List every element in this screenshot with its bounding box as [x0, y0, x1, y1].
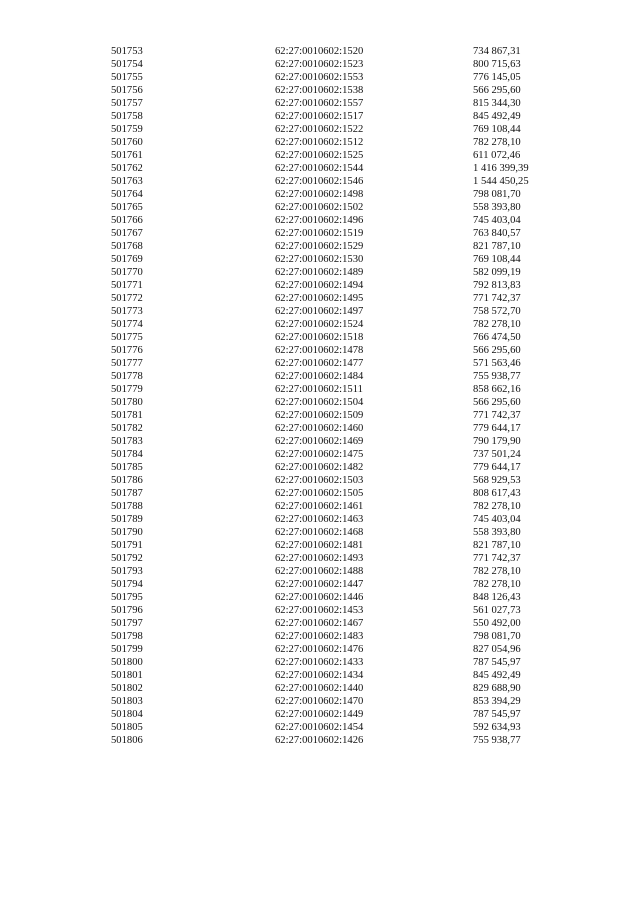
table-row — [111, 253, 571, 266]
row-number: 501804 — [111, 709, 143, 720]
cadastral-number: 62:27:0010602:1481 — [275, 540, 364, 551]
table-row — [111, 162, 571, 175]
table-row — [111, 669, 571, 682]
cadastral-value: 845 492,49 — [473, 670, 521, 681]
table-row — [111, 422, 571, 435]
row-number: 501788 — [111, 501, 143, 512]
cadastral-number: 62:27:0010602:1522 — [275, 124, 364, 135]
table-row — [111, 45, 571, 58]
cadastral-number: 62:27:0010602:1470 — [275, 696, 364, 707]
cadastral-number: 62:27:0010602:1502 — [275, 202, 364, 213]
cadastral-value: 566 295,60 — [473, 397, 521, 408]
row-number: 501766 — [111, 215, 143, 226]
table-row — [111, 734, 571, 747]
row-number: 501781 — [111, 410, 143, 421]
row-number: 501790 — [111, 527, 143, 538]
cadastral-value: 561 027,73 — [473, 605, 521, 616]
table-row — [111, 448, 571, 461]
table-row — [111, 409, 571, 422]
cadastral-number: 62:27:0010602:1461 — [275, 501, 364, 512]
cadastral-value: 566 295,60 — [473, 85, 521, 96]
cadastral-value: 769 108,44 — [473, 124, 521, 135]
cadastral-number: 62:27:0010602:1505 — [275, 488, 364, 499]
cadastral-number: 62:27:0010602:1512 — [275, 137, 364, 148]
table-row — [111, 240, 571, 253]
cadastral-value: 779 644,17 — [473, 462, 521, 473]
cadastral-number: 62:27:0010602:1525 — [275, 150, 364, 161]
row-number: 501778 — [111, 371, 143, 382]
cadastral-value: 755 938,77 — [473, 735, 521, 746]
row-number: 501795 — [111, 592, 143, 603]
cadastral-value: 734 867,31 — [473, 46, 521, 57]
cadastral-number: 62:27:0010602:1553 — [275, 72, 364, 83]
table-row — [111, 227, 571, 240]
row-number: 501765 — [111, 202, 143, 213]
cadastral-value: 848 126,43 — [473, 592, 521, 603]
cadastral-number: 62:27:0010602:1497 — [275, 306, 364, 317]
row-number: 501787 — [111, 488, 143, 499]
cadastral-number: 62:27:0010602:1509 — [275, 410, 364, 421]
cadastral-number: 62:27:0010602:1530 — [275, 254, 364, 265]
cadastral-number: 62:27:0010602:1519 — [275, 228, 364, 239]
cadastral-number: 62:27:0010602:1478 — [275, 345, 364, 356]
table-row — [111, 344, 571, 357]
row-number: 501774 — [111, 319, 143, 330]
cadastral-value: 763 840,57 — [473, 228, 521, 239]
table-row — [111, 370, 571, 383]
cadastral-number: 62:27:0010602:1517 — [275, 111, 364, 122]
cadastral-number: 62:27:0010602:1460 — [275, 423, 364, 434]
row-number: 501762 — [111, 163, 143, 174]
table-row — [111, 110, 571, 123]
table-row — [111, 656, 571, 669]
cadastral-value: 1 416 399,39 — [473, 163, 529, 174]
cadastral-number: 62:27:0010602:1469 — [275, 436, 364, 447]
row-number: 501758 — [111, 111, 143, 122]
cadastral-value: 745 403,04 — [473, 514, 521, 525]
row-number: 501755 — [111, 72, 143, 83]
cadastral-number: 62:27:0010602:1495 — [275, 293, 364, 304]
cadastral-number: 62:27:0010602:1538 — [275, 85, 364, 96]
table-row — [111, 539, 571, 552]
row-number: 501776 — [111, 345, 143, 356]
row-number: 501753 — [111, 46, 143, 57]
cadastral-value: 790 179,90 — [473, 436, 521, 447]
row-number: 501799 — [111, 644, 143, 655]
table-row — [111, 279, 571, 292]
row-number: 501775 — [111, 332, 143, 343]
cadastral-number: 62:27:0010602:1524 — [275, 319, 364, 330]
cadastral-value: 782 278,10 — [473, 319, 521, 330]
table-row — [111, 266, 571, 279]
row-number: 501777 — [111, 358, 143, 369]
row-number: 501768 — [111, 241, 143, 252]
cadastral-number: 62:27:0010602:1447 — [275, 579, 364, 590]
cadastral-value: 755 938,77 — [473, 371, 521, 382]
table-row — [111, 175, 571, 188]
cadastral-number: 62:27:0010602:1493 — [275, 553, 364, 564]
cadastral-number: 62:27:0010602:1463 — [275, 514, 364, 525]
table-row — [111, 357, 571, 370]
row-number: 501769 — [111, 254, 143, 265]
row-number: 501770 — [111, 267, 143, 278]
cadastral-number: 62:27:0010602:1488 — [275, 566, 364, 577]
row-number: 501800 — [111, 657, 143, 668]
row-number: 501793 — [111, 566, 143, 577]
cadastral-value: 558 393,80 — [473, 527, 521, 538]
cadastral-number: 62:27:0010602:1453 — [275, 605, 364, 616]
cadastral-number: 62:27:0010602:1482 — [275, 462, 364, 473]
row-number: 501806 — [111, 735, 143, 746]
cadastral-value: 611 072,46 — [473, 150, 521, 161]
cadastral-value: 821 787,10 — [473, 540, 521, 551]
table-row — [111, 214, 571, 227]
table-row — [111, 305, 571, 318]
row-number: 501798 — [111, 631, 143, 642]
table-row — [111, 435, 571, 448]
cadastral-value: 800 715,63 — [473, 59, 521, 70]
cadastral-number: 62:27:0010602:1529 — [275, 241, 364, 252]
table-row — [111, 591, 571, 604]
cadastral-number: 62:27:0010602:1523 — [275, 59, 364, 70]
cadastral-value: 787 545,97 — [473, 657, 521, 668]
table-row — [111, 474, 571, 487]
row-number: 501763 — [111, 176, 143, 187]
cadastral-number: 62:27:0010602:1518 — [275, 332, 364, 343]
cadastral-number: 62:27:0010602:1520 — [275, 46, 364, 57]
cadastral-value: 771 742,37 — [473, 410, 521, 421]
row-number: 501764 — [111, 189, 143, 200]
table-row — [111, 643, 571, 656]
table-row — [111, 500, 571, 513]
cadastral-value: 566 295,60 — [473, 345, 521, 356]
table-row — [111, 71, 571, 84]
cadastral-value: 827 054,96 — [473, 644, 521, 655]
cadastral-value: 845 492,49 — [473, 111, 521, 122]
cadastral-value: 771 742,37 — [473, 293, 521, 304]
cadastral-number: 62:27:0010602:1433 — [275, 657, 364, 668]
cadastral-value: 787 545,97 — [473, 709, 521, 720]
table-row — [111, 318, 571, 331]
cadastral-number: 62:27:0010602:1546 — [275, 176, 364, 187]
cadastral-value: 821 787,10 — [473, 241, 521, 252]
table-row — [111, 565, 571, 578]
row-number: 501773 — [111, 306, 143, 317]
cadastral-number: 62:27:0010602:1467 — [275, 618, 364, 629]
table-row — [111, 487, 571, 500]
row-number: 501760 — [111, 137, 143, 148]
cadastral-number: 62:27:0010602:1494 — [275, 280, 364, 291]
cadastral-value: 737 501,24 — [473, 449, 521, 460]
cadastral-number: 62:27:0010602:1484 — [275, 371, 364, 382]
cadastral-number: 62:27:0010602:1489 — [275, 267, 364, 278]
row-number: 501772 — [111, 293, 143, 304]
cadastral-value: 798 081,70 — [473, 631, 521, 642]
cadastral-value: 858 662,16 — [473, 384, 521, 395]
row-number: 501797 — [111, 618, 143, 629]
cadastral-number: 62:27:0010602:1504 — [275, 397, 364, 408]
table-row — [111, 578, 571, 591]
row-number: 501759 — [111, 124, 143, 135]
cadastral-value: 550 492,00 — [473, 618, 521, 629]
cadastral-value: 782 278,10 — [473, 566, 521, 577]
cadastral-number: 62:27:0010602:1511 — [275, 384, 363, 395]
row-number: 501802 — [111, 683, 143, 694]
cadastral-number: 62:27:0010602:1434 — [275, 670, 364, 681]
cadastral-value: 829 688,90 — [473, 683, 521, 694]
row-number: 501786 — [111, 475, 143, 486]
row-number: 501794 — [111, 579, 143, 590]
row-number: 501757 — [111, 98, 143, 109]
row-number: 501767 — [111, 228, 143, 239]
table-row — [111, 331, 571, 344]
row-number: 501780 — [111, 397, 143, 408]
cadastral-value: 808 617,43 — [473, 488, 521, 499]
row-number: 501785 — [111, 462, 143, 473]
cadastral-value: 792 813,83 — [473, 280, 521, 291]
table-row — [111, 513, 571, 526]
table-row — [111, 188, 571, 201]
cadastral-value: 798 081,70 — [473, 189, 521, 200]
row-number: 501805 — [111, 722, 143, 733]
cadastral-number: 62:27:0010602:1498 — [275, 189, 364, 200]
cadastral-number: 62:27:0010602:1544 — [275, 163, 364, 174]
table-row — [111, 396, 571, 409]
table-row — [111, 201, 571, 214]
cadastral-value: 758 572,70 — [473, 306, 521, 317]
cadastral-value: 558 393,80 — [473, 202, 521, 213]
table-row — [111, 84, 571, 97]
table-row — [111, 617, 571, 630]
table-row — [111, 292, 571, 305]
row-number: 501761 — [111, 150, 143, 161]
row-number: 501792 — [111, 553, 143, 564]
cadastral-value: 766 474,50 — [473, 332, 521, 343]
row-number: 501779 — [111, 384, 143, 395]
table-row — [111, 136, 571, 149]
cadastral-number: 62:27:0010602:1496 — [275, 215, 364, 226]
cadastral-value: 779 644,17 — [473, 423, 521, 434]
cadastral-value: 568 929,53 — [473, 475, 521, 486]
cadastral-number: 62:27:0010602:1440 — [275, 683, 364, 694]
cadastral-number: 62:27:0010602:1449 — [275, 709, 364, 720]
row-number: 501756 — [111, 85, 143, 96]
cadastral-value: 1 544 450,25 — [473, 176, 529, 187]
cadastral-value: 782 278,10 — [473, 579, 521, 590]
cadastral-value: 782 278,10 — [473, 501, 521, 512]
table-row — [111, 682, 571, 695]
table-row — [111, 630, 571, 643]
cadastral-number: 62:27:0010602:1468 — [275, 527, 364, 538]
cadastral-value: 771 742,37 — [473, 553, 521, 564]
table-row — [111, 695, 571, 708]
row-number: 501783 — [111, 436, 143, 447]
table-row — [111, 149, 571, 162]
row-number: 501754 — [111, 59, 143, 70]
table-row — [111, 123, 571, 136]
cadastral-value: 782 278,10 — [473, 137, 521, 148]
cadastral-value: 853 394,29 — [473, 696, 521, 707]
cadastral-number: 62:27:0010602:1475 — [275, 449, 364, 460]
table-row — [111, 461, 571, 474]
cadastral-value: 815 344,30 — [473, 98, 521, 109]
cadastral-value: 769 108,44 — [473, 254, 521, 265]
row-number: 501789 — [111, 514, 143, 525]
cadastral-value: 571 563,46 — [473, 358, 521, 369]
row-number: 501803 — [111, 696, 143, 707]
table-row — [111, 604, 571, 617]
cadastral-number: 62:27:0010602:1503 — [275, 475, 364, 486]
cadastral-number: 62:27:0010602:1446 — [275, 592, 364, 603]
cadastral-number: 62:27:0010602:1477 — [275, 358, 364, 369]
row-number: 501801 — [111, 670, 143, 681]
row-number: 501784 — [111, 449, 143, 460]
cadastral-number: 62:27:0010602:1483 — [275, 631, 364, 642]
cadastral-value: 776 145,05 — [473, 72, 521, 83]
row-number: 501796 — [111, 605, 143, 616]
row-number: 501771 — [111, 280, 143, 291]
cadastral-number: 62:27:0010602:1557 — [275, 98, 364, 109]
table-row — [111, 97, 571, 110]
table-row — [111, 552, 571, 565]
cadastral-value: 745 403,04 — [473, 215, 521, 226]
cadastral-value: 592 634,93 — [473, 722, 521, 733]
table-row — [111, 526, 571, 539]
row-number: 501791 — [111, 540, 143, 551]
cadastral-number: 62:27:0010602:1476 — [275, 644, 364, 655]
cadastral-value: 582 099,19 — [473, 267, 521, 278]
table-row — [111, 721, 571, 734]
data-table — [111, 45, 571, 747]
row-number: 501782 — [111, 423, 143, 434]
cadastral-number: 62:27:0010602:1454 — [275, 722, 364, 733]
table-row — [111, 383, 571, 396]
table-row — [111, 708, 571, 721]
cadastral-number: 62:27:0010602:1426 — [275, 735, 364, 746]
table-row — [111, 58, 571, 71]
